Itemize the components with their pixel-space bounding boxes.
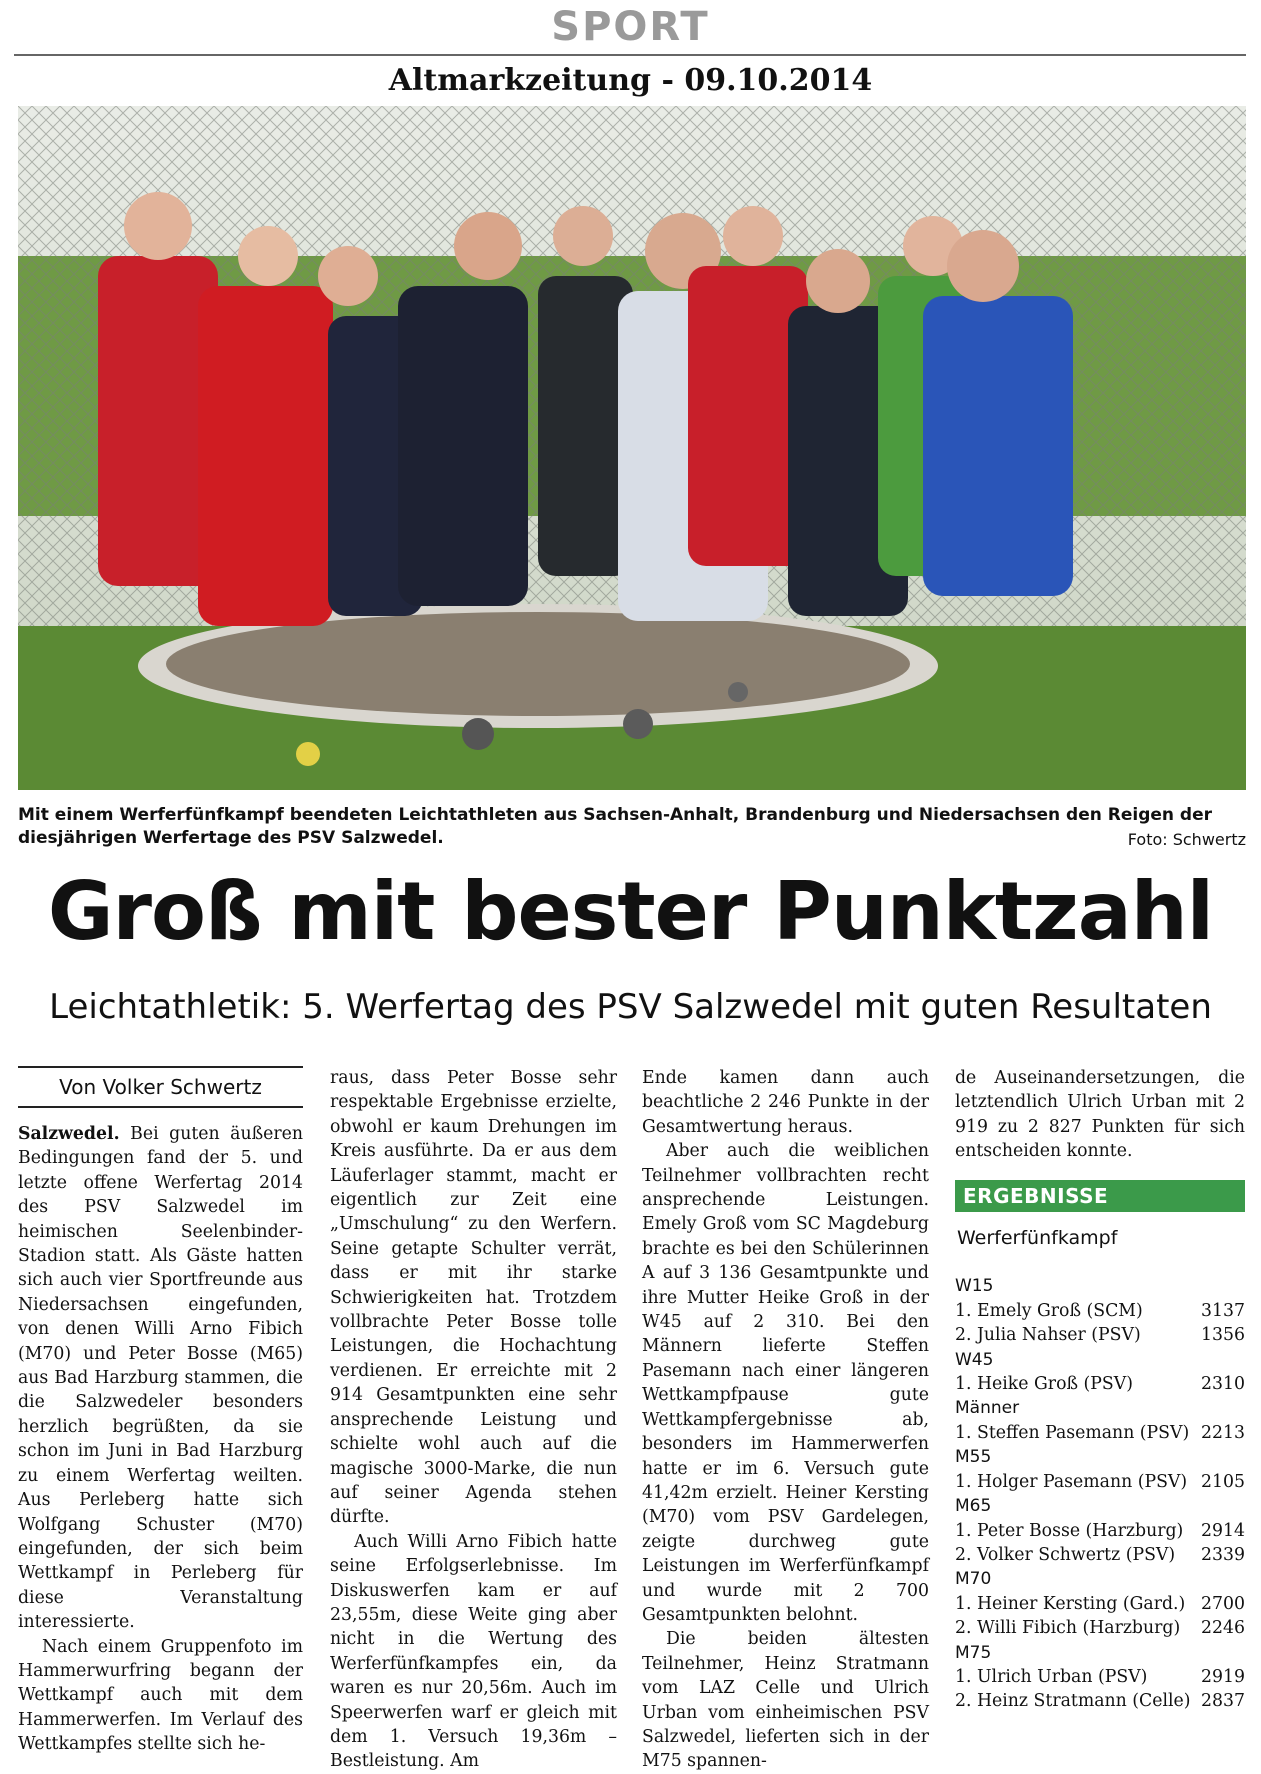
article-column-1 (18, 1066, 303, 1757)
results-category: M65 (955, 1496, 992, 1517)
results-heading: ERGEBNISSE (955, 1180, 1245, 1212)
article-paragraph: Nach einem Gruppenfoto im Hammerwurfring begann der Wettkampf auch mit dem Hammerwerfen. Im Verlauf des Wettkampfes stellte sich he- (18, 1636, 303, 1755)
group-photo-illustration (18, 106, 1246, 790)
article-paragraph (18, 1122, 303, 1635)
article-column-2 (330, 1066, 617, 1774)
result-athlete: 1. Holger Pasemann (PSV) (955, 1471, 1188, 1492)
results-category: M75 (955, 1642, 992, 1663)
result-points: 1356 (1201, 1325, 1245, 1346)
results-category: M70 (955, 1569, 992, 1590)
headline: Groß mit bester Punktzahl (47, 865, 1214, 958)
results-row (955, 1543, 1245, 1567)
result-athlete: 2. Willi Fibich (Harzburg) (955, 1618, 1181, 1639)
results-row (955, 1665, 1245, 1689)
result-athlete: 1. Heiner Kersting (Gard.) (955, 1593, 1186, 1614)
section-divider (14, 54, 1246, 56)
result-athlete: 1. Steffen Pasemann (PSV) (955, 1422, 1190, 1443)
results-category: W45 (955, 1349, 994, 1370)
article-paragraph: Ende kamen dann auch beachtliche 2 246 Punkte in der Gesamtwertung heraus. (642, 1068, 929, 1137)
results-title: Werferfünfkampf (957, 1227, 1118, 1250)
result-athlete: 1. Peter Bosse (Harzburg) (955, 1520, 1184, 1541)
result-athlete: 2. Julia Nahser (PSV) (955, 1325, 1141, 1346)
section-title: SPORT (551, 4, 710, 50)
group-photo (18, 106, 1246, 790)
article-column-3 (642, 1066, 929, 1774)
masthead: Altmarkzeitung - 09.10.2014 (388, 63, 873, 98)
results-row (955, 1592, 1245, 1616)
result-points: 2339 (1201, 1544, 1245, 1565)
result-points: 2914 (1201, 1520, 1245, 1541)
result-athlete: 1. Ulrich Urban (PSV) (955, 1666, 1148, 1687)
result-athlete: 2. Volker Schwertz (PSV) (955, 1544, 1176, 1565)
results-row (955, 1689, 1245, 1713)
result-athlete: 2. Heinz Stratmann (Celle) (955, 1691, 1191, 1712)
result-points: 2700 (1201, 1593, 1245, 1614)
results-row (955, 1299, 1245, 1323)
results-row (955, 1323, 1245, 1347)
results-category: M55 (955, 1447, 992, 1468)
results-category: W15 (955, 1276, 994, 1297)
result-athlete: 1. Heike Groß (PSV) (955, 1374, 1133, 1395)
byline: Von Volker Schwertz (18, 1066, 303, 1108)
result-points: 2105 (1201, 1471, 1245, 1492)
article-paragraph: Aber auch die weiblichen Teilnehmer vollbrachten recht ansprechende Leistungen. Emely Groß vom SC Magdeburg brachte es bei den Schülerinnen A auf 3 136 Gesamtpunkte und ihre Mutter Heike Groß in der W45 auf 2 310. Bei den Männern lieferte Steffen Pasemann nach einer längeren Wettkampfpause gute Wettkampfergebnisse ab, besonders im Hammerwerfen hatte er im 6. Versuch gute 41,42m erzielt. Heiner Kersting (M70) vom PSV Gardelegen, zeigte durchweg gute Leistungen im Werferfünfkampf und wurde mit 2 700 Gesamtpunkten belohnt. (642, 1141, 929, 1625)
article-paragraph: Auch Willi Arno Fibich hatte seine Erfolgserlebnisse. Im Diskuswerfen kam er auf 23,55m, diese Weite ging aber nicht in die Wertung des Werferfünfkampfes ein, da waren es nur 20,56m. Auch im Speerwerfen warf er gleich mit dem 1. Versuch 19,36m – Bestleistung. Am (330, 1531, 617, 1772)
results-row (955, 1616, 1245, 1640)
article-column-4 (955, 1066, 1245, 1714)
results-row (955, 1519, 1245, 1543)
result-points: 2919 (1201, 1666, 1245, 1687)
article-paragraph: de Auseinandersetzungen, die letztendlich Ulrich Urban mit 2 919 zu 2 827 Punkten für sich entscheiden konnte. (955, 1068, 1245, 1162)
result-athlete: 1. Emely Groß (SCM) (955, 1300, 1143, 1321)
results-row (955, 1372, 1245, 1396)
dateline: Salzwedel. (18, 1124, 120, 1144)
article-paragraph: raus, dass Peter Bosse sehr respektable Ergebnisse erzielte, obwohl er kaum Drehungen im Kreis ausführte. Da er aus dem Läuferlager stammt, macht er eigentlich zur Zeit eine „Umschulung“ zu den Werfern. Seine getapte Schulter verrät, dass er mit ihr starke Schwierigkeiten hat. Trotzdem vollbrachte Peter Bosse tolle Leistungen, die Hochachtung verdienen. Er erreichte mit 2 914 Gesamtpunkten eine sehr ansprechende Leistung und schielte wohl auch auf die magische 3000-Marke, die nun auf seiner Agenda stehen dürfte. (330, 1068, 617, 1528)
photo-caption: Mit einem Werferfünfkampf beendeten Leichtathleten aus Sachsen-Anhalt, Brandenburg und Niedersachsen den Reigen der diesjährigen Werfertage des PSV Salzwedel. (18, 805, 1212, 848)
result-points: 3137 (1201, 1300, 1245, 1321)
result-points: 2246 (1201, 1618, 1245, 1639)
results-row (955, 1470, 1245, 1494)
paragraph-text: Bei guten äußeren Bedingungen fand der 5. und letzte offene Werfertag 2014 des PSV Salzwedel im heimischen Seelenbinder-Stadion statt. Als Gäste hatten sich auch vier Sportfreunde aus Niedersachsen eingefunden, von denen Willi Arno Fibich (M70) und Peter Bosse (M65) aus Bad Harzburg stammen, die die Salzwedeler besonders herzlich begrüßten, da sie schon im Juni in Bad Harzburg zu einem Werfertag weilten. Aus Perleberg hatte sich Wolfgang Schuster (M70) eingefunden, der sich beim Wettkampf in Perleberg für diese Veranstaltung interessierte. (18, 1124, 303, 1633)
results-list (955, 1274, 1245, 1713)
photo-credit: Foto: Schwertz (1127, 830, 1246, 849)
article-paragraph: Die beiden ältesten Teilnehmer, Heinz Stratmann vom LAZ Celle und Ulrich Urban vom einheimischen PSV Salzwedel, lieferten sich in der M75 spannen- (642, 1629, 929, 1772)
result-points: 2213 (1201, 1422, 1245, 1443)
results-row (955, 1421, 1245, 1445)
result-points: 2837 (1201, 1691, 1245, 1712)
subheadline: Leichtathletik: 5. Werfertag des PSV Salzwedel mit guten Resultaten (49, 987, 1212, 1027)
result-points: 2310 (1201, 1374, 1245, 1395)
results-category: Männer (955, 1398, 1020, 1419)
